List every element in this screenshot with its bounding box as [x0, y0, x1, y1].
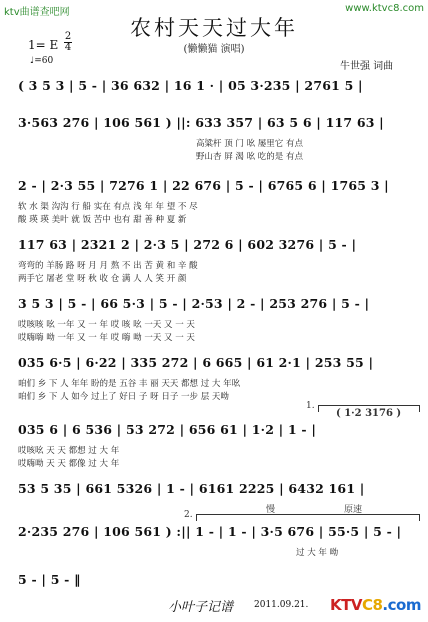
logo-part-a: KTV — [330, 596, 362, 614]
lyric-line-2b: 野山杏 屛 渴 吆 吃的是 有点 — [196, 152, 304, 162]
tempo-restore-marking: 原速 — [344, 505, 363, 515]
time-signature — [64, 32, 72, 53]
lyric-line-5b: 哎嗨嗨 呦 一年 又 一 年 哎 嗨 呦 一天 又 一 天 — [18, 333, 195, 343]
staff-line-3: 2 - | 2·3 55 | 7276 1 | 22 676 | 5 - | 6765 6 | 1765 3 | — [18, 178, 389, 193]
staff-line-4: 117 63 | 2321 2 | 2·3 5 | 272 6 | 602 3276 | 5 - | — [18, 237, 357, 252]
watermark-left: ktv曲谱查吧网 — [4, 7, 70, 18]
credit: 牛世强 词曲 — [340, 61, 394, 72]
lyric-line-3b: 酸 瑛 瑛 美叶 就 饭 苦中 也有 甜 善 种 夏 新 — [18, 215, 187, 225]
logo-part-c: .com — [382, 596, 421, 614]
staff-line-9: 2·235 276 | 106 561 ) :|| 1 - | 1 - | 3·5 676 | 55·5 | 5 - | — [18, 524, 402, 539]
staff-line-1: ( 3 5 3 | 5 - | 36 632 | 16 1 · | 05 3·235 | 2761 5 | — [18, 78, 363, 93]
slow-marking: 慢 — [266, 505, 276, 515]
staff-line-6: 035 6·5 | 6·22 | 335 272 | 6 665 | 61 2·1 | 253 55 | — [18, 355, 374, 370]
volta-bracket-2 — [196, 514, 420, 521]
staff-line-2: 3·563 276 | 106 561 ) ||: 633 357 | 63 5 6 | 117 63 | — [18, 115, 384, 130]
lyric-line-7a: 哎咳吆 天 天 都想 过 大 年 — [18, 446, 120, 456]
lyric-line-2a: 高粱杆 顶 门 吆 屡里它 有点 — [196, 139, 304, 149]
lyric-line-3a: 软 水 渠 沟沟 行 船 实在 有点 浅 年 年 望 不 尽 — [18, 202, 198, 212]
transcription-date: 2011.09.21. — [254, 600, 309, 610]
lyric-line-9: 过 大 年 呦 — [296, 548, 339, 558]
time-top: 2 — [64, 31, 72, 42]
song-singers: (懒懒猫 演唱) — [183, 44, 245, 55]
staff-line-8: 53 5 35 | 661 5326 | 1 - | 6161 2225 | 6432 161 | — [18, 481, 365, 496]
ending-phrase: ( 1·2 3176 ) — [336, 408, 402, 419]
transcriber-signature: 小叶子记谱 — [168, 600, 234, 615]
lyric-line-6b: 咱们 乡 下 人 如今 过上了 好日 子 呀 日子 一步 层 天呦 — [18, 392, 229, 402]
logo-part-b: C8 — [361, 596, 383, 614]
lyric-line-7b: 哎嗨呦 天 天 都像 过 大 年 — [18, 459, 120, 469]
staff-line-7: 035 6 | 6 536 | 53 272 | 656 61 | 1·2 | 1 - | — [18, 422, 317, 437]
volta-1-label: 1. — [306, 401, 315, 411]
time-bottom: 4 — [64, 42, 72, 53]
lyric-line-4a: 弯弯的 羊肠 路 呀 月 月 熬 不 出 苦 黄 和 辛 酸 — [18, 261, 198, 271]
staff-line-5: 3 5 3 | 5 - | 66 5·3 | 5 - | 2·53 | 2 - | 253 276 | 5 - | — [18, 296, 370, 311]
tempo-marking: ♩=60 — [30, 56, 54, 66]
watermark-right: www.ktvc8.com — [345, 3, 424, 14]
key-signature: 1= E — [28, 38, 59, 52]
song-title: 农村天天过大年 — [130, 16, 298, 40]
lyric-line-5a: 哎咳咳 吆 一年 又 一 年 哎 咳 吆 一天 又 一 天 — [18, 320, 195, 330]
volta-2-label: 2. — [184, 510, 193, 520]
lyric-line-6a: 咱们 乡 下 人 年年 盼的是 五谷 丰 丽 天天 都想 过 大 年吆 — [18, 379, 241, 389]
site-logo — [330, 596, 421, 614]
lyric-line-4b: 两手它 屠老 堂 呀 秋 收 仓 满 人 人 笑 开 颜 — [18, 274, 187, 284]
staff-line-10: 5 - | 5 - ‖ — [18, 572, 81, 587]
